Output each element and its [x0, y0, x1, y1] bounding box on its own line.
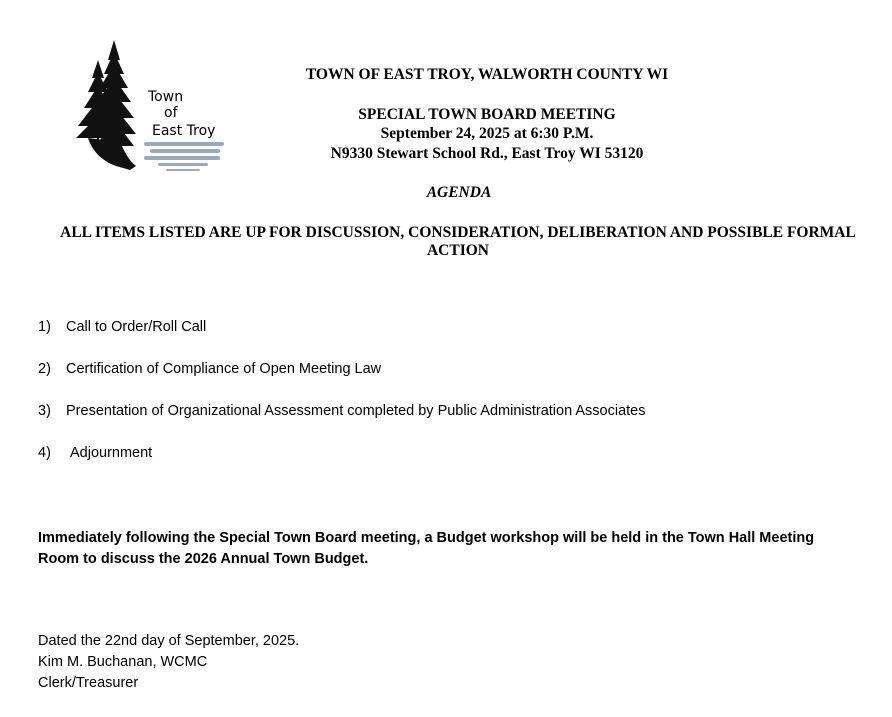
agenda-item-text: Call to Order/Roll Call [66, 319, 207, 335]
logo-text-town: Town [148, 89, 184, 105]
signer-role: Clerk/Treasurer [38, 675, 139, 691]
pine-trees-icon [70, 38, 230, 173]
action-notice: ALL ITEMS LISTED ARE UP FOR DISCUSSION, CONSIDERATION, DELIBERATION AND POSSIBLE FORMAL ACTION [60, 224, 856, 259]
logo-text-east-troy: East Troy [152, 123, 216, 139]
agenda-item-number: 3) [38, 403, 51, 419]
signer-name: Kim M. Buchanan, WCMC [38, 654, 208, 670]
meeting-datetime: September 24, 2025 at 6:30 P.M. [380, 125, 594, 142]
logo-text-of: of [164, 105, 178, 121]
meeting-address: N9330 Stewart School Rd., East Troy WI 53120 [330, 145, 644, 162]
dated-line: Dated the 22nd day of September, 2025. [38, 633, 300, 649]
agenda-heading: AGENDA [426, 184, 492, 201]
agenda-item [38, 403, 646, 419]
agenda-item [38, 445, 152, 461]
agenda-item-text: Presentation of Organizational Assessment completed by Public Administration Associates [66, 403, 646, 419]
agenda-item-number: 1) [38, 319, 51, 335]
agenda-item-number: 4) [38, 445, 51, 461]
agenda-item-number: 2) [38, 361, 51, 377]
town-title: TOWN OF EAST TROY, WALWORTH COUNTY WI [305, 66, 669, 83]
meeting-title: SPECIAL TOWN BOARD MEETING [358, 106, 616, 123]
agenda-item [38, 361, 381, 377]
workshop-notice: Immediately following the Special Town Board meeting, a Budget workshop will be held in the Town Hall Meeting Room to discuss the 2026 Annual Town Budget. [38, 530, 815, 567]
agenda-item-text: Certification of Compliance of Open Meeting Law [66, 361, 382, 377]
town-logo [70, 38, 230, 173]
agenda-item [38, 319, 206, 335]
agenda-item-text: Adjournment [70, 445, 153, 461]
